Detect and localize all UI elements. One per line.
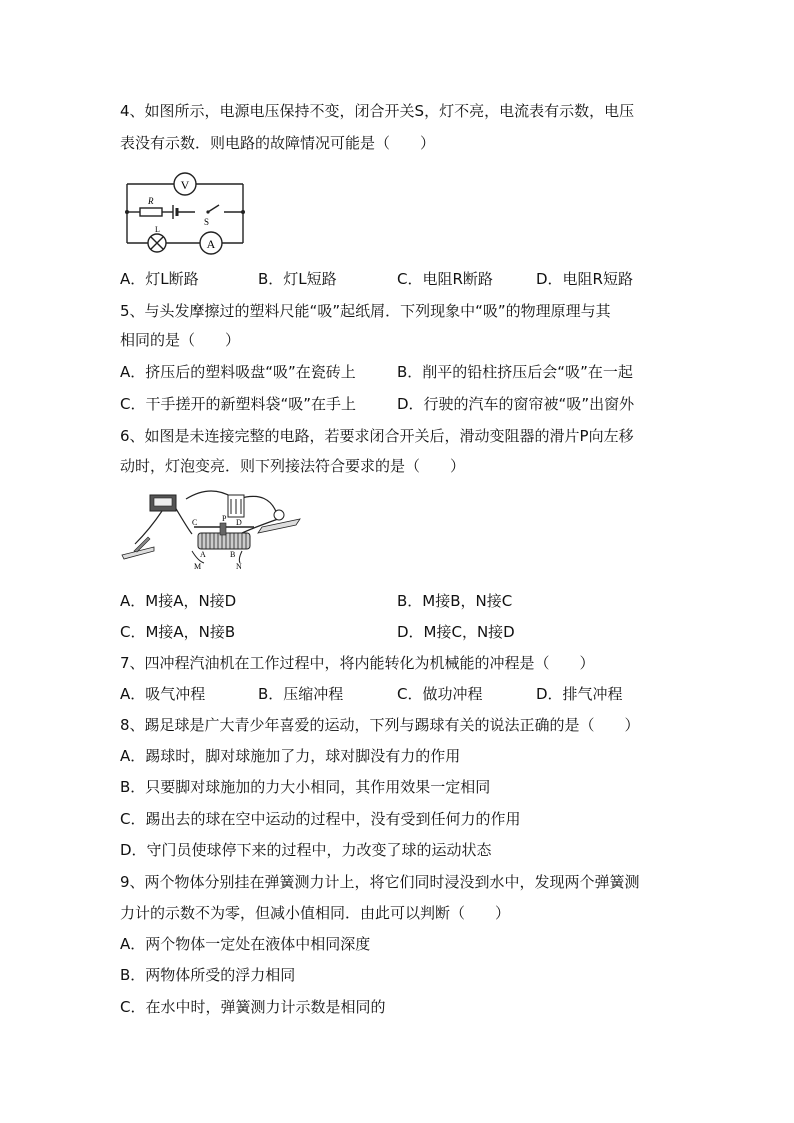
q8-option-b: B．只要脚对球施加的力大小相同，其作用效果一定相同 bbox=[120, 778, 491, 796]
q7-option-c: C．做功冲程 bbox=[397, 685, 483, 703]
terminal-b-label: B bbox=[230, 550, 236, 559]
switch-label: S bbox=[204, 217, 210, 227]
q6-option-a: A．M接A，N接D bbox=[120, 592, 237, 610]
q7-option-b: B．压缩冲程 bbox=[258, 685, 344, 703]
q6-option-d: D．M接C，N接D bbox=[397, 623, 515, 641]
terminal-a-label: A bbox=[200, 550, 206, 559]
wire-m-label: M bbox=[194, 562, 202, 571]
q5-stem-line1: 5、与头发摩擦过的塑料尺能“吸”起纸屑．下列现象中“吸”的物理原理与其 bbox=[120, 302, 611, 320]
q6-option-b: B．M接B，N接C bbox=[397, 592, 513, 610]
q6-stem-line1: 6、如图是未连接完整的电路，若要求闭合开关后，滑动变阻器的滑片P向左移 bbox=[120, 427, 634, 445]
q4-stem-line1: 4、如图所示，电源电压保持不变，闭合开关S，灯不亮，电流表有示数，电压 bbox=[120, 102, 635, 120]
resistor-label: R bbox=[148, 196, 154, 206]
q5-stem-line2: 相同的是（ ） bbox=[120, 331, 241, 349]
ammeter-label: A bbox=[206, 237, 216, 251]
q9-option-b: B．两物体所受的浮力相同 bbox=[120, 966, 296, 984]
q5-option-b: B．削平的铅柱挤压后会“吸”在一起 bbox=[397, 363, 633, 381]
q5-option-d: D．行驶的汽车的窗帘被“吸”出窗外 bbox=[397, 395, 635, 413]
q4-option-d: D．电阻R短路 bbox=[536, 270, 633, 288]
q9-stem-line2: 力计的示数不为零，但减小值相同．由此可以判断（ ） bbox=[120, 904, 511, 922]
q6-stem-line2: 动时，灯泡变亮．则下列接法符合要求的是（ ） bbox=[120, 457, 466, 475]
q8-option-d: D．守门员使球停下来的过程中，力改变了球的运动状态 bbox=[120, 841, 492, 859]
q7-option-a: A．吸气冲程 bbox=[120, 685, 206, 703]
wire-n-label: N bbox=[236, 562, 242, 571]
q9-option-c: C．在水中时，弹簧测力计示数是相同的 bbox=[120, 998, 386, 1016]
terminal-c-label: C bbox=[192, 518, 198, 527]
q4-option-c: C．电阻R断路 bbox=[397, 270, 493, 288]
q5-option-c: C．干手搓开的新塑料袋“吸”在手上 bbox=[120, 395, 357, 413]
voltmeter-label: V bbox=[180, 178, 190, 192]
q9-stem-line1: 9、两个物体分别挂在弹簧测力计上，将它们同时浸没到水中，发现两个弹簧测 bbox=[120, 873, 640, 891]
q9-option-a: A．两个物体一定处在液体中相同深度 bbox=[120, 935, 371, 953]
q4-option-b: B．灯L短路 bbox=[258, 270, 337, 288]
q7-stem-line1: 7、四冲程汽油机在工作过程中，将内能转化为机械能的冲程是（ ） bbox=[120, 654, 595, 672]
q8-stem-line1: 8、踢足球是广大青少年喜爱的运动，下列与踢球有关的说法正确的是（ ） bbox=[120, 716, 640, 734]
q5-option-a: A．挤压后的塑料吸盘“吸”在瓷砖上 bbox=[120, 363, 356, 381]
q6-option-c: C．M接A，N接B bbox=[120, 623, 236, 641]
q4-circuit-diagram bbox=[120, 170, 250, 260]
terminal-d-label: D bbox=[236, 518, 242, 527]
q8-option-c: C．踢出去的球在空中运动的过程中，没有受到任何力的作用 bbox=[120, 810, 521, 828]
q7-option-d: D．排气冲程 bbox=[536, 685, 623, 703]
q8-option-a: A．踢球时，脚对球施加了力，球对脚没有力的作用 bbox=[120, 747, 461, 765]
lamp-label: L bbox=[155, 225, 160, 234]
q4-option-a: A．灯L断路 bbox=[120, 270, 199, 288]
slider-p-label: P bbox=[222, 514, 227, 523]
q4-stem-line2: 表没有示数．则电路的故障情况可能是（ ） bbox=[120, 134, 436, 152]
q6-circuit-diagram bbox=[120, 489, 302, 573]
